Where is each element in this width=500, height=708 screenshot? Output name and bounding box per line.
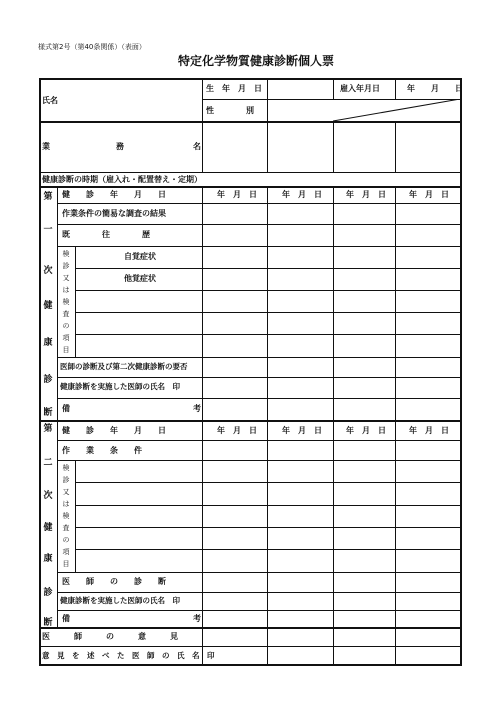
first-items-char: 検 [62, 250, 70, 258]
second-vertical-char: 次 [43, 491, 53, 501]
duty-label-2: 務 [116, 142, 124, 151]
date-cell: 年 月 日 [346, 426, 386, 435]
first-items-char: の [62, 322, 70, 330]
sex-label: 性 別 [206, 106, 254, 115]
second-vertical-char: 診 [43, 588, 53, 598]
second-exam-date-label: 健 診 年 月 日 [62, 426, 166, 435]
diagnosis-necessity-label: 医師の診断及び第二次健康診断の要否 [60, 362, 188, 371]
date-cell: 年 月 日 [217, 190, 257, 199]
second-items-char: 検 [62, 512, 70, 520]
subjective-symptoms-label: 自覚症状 [124, 252, 156, 261]
first-items-char: 項 [62, 334, 70, 342]
opinion-doctor-name-label: 意 見 を 述 べ た 医 師 の 氏 名 印 [42, 651, 215, 660]
doctor-diagnosis-label: 医 師 の 診 断 [62, 577, 166, 586]
first-vertical-char: 健 [43, 301, 53, 311]
first-remarks-label-1: 備 [62, 404, 70, 413]
date-cell: 年 月 日 [409, 190, 449, 199]
first-items-char: 目 [62, 346, 70, 354]
second-items-char: の [62, 536, 70, 544]
second-items-char: 診 [62, 476, 70, 484]
first-vertical-char: 康 [43, 338, 53, 348]
first-doctor-name-label: 健康診断を実施した医師の氏名 印 [60, 382, 180, 391]
duty-label-3: 名 [193, 142, 201, 151]
date-cell: 年 月 日 [346, 190, 386, 199]
second-items-char: 目 [62, 560, 70, 568]
second-items-char: 又 [62, 488, 70, 496]
date-cell: 年 月 日 [409, 426, 449, 435]
second-remarks-label-1: 備 [62, 614, 70, 623]
second-items-char: 査 [62, 524, 70, 532]
second-items-char: 項 [62, 548, 70, 556]
form-title: 特定化学物質健康診断個人票 [178, 54, 335, 68]
second-vertical-char: 断 [43, 618, 53, 628]
first-vertical-char: 第 [43, 192, 53, 202]
date-cell: 年 月 日 [217, 426, 257, 435]
first-exam-date-label: 健 診 年 月 日 [62, 190, 166, 199]
birth-date-label: 生 年 月 日 [206, 84, 262, 93]
first-vertical-char: 断 [43, 408, 53, 418]
first-vertical-char: 診 [43, 375, 53, 385]
second-doctor-name-label: 健康診断を実施した医師の氏名 印 [60, 596, 180, 605]
first-items-char: 又 [62, 274, 70, 282]
first-vertical-char: 一 [43, 225, 53, 235]
medical-history-label: 既 往 歴 [62, 230, 150, 239]
first-remarks-label-2: 考 [193, 404, 201, 413]
first-items-char: は [62, 286, 70, 294]
name-label: 氏名 [42, 96, 58, 105]
work-conditions-label: 作 業 条 件 [62, 446, 142, 455]
first-vertical-char: 次 [43, 266, 53, 276]
second-vertical-char: 第 [43, 424, 53, 434]
second-vertical-char: 二 [43, 458, 53, 468]
second-items-char: は [62, 500, 70, 508]
work-survey-label: 作業条件の簡易な調査の結果 [62, 209, 166, 218]
diagonal-line [333, 99, 461, 122]
second-vertical-char: 健 [43, 523, 53, 533]
hire-date-value: 年 月 日 [407, 84, 463, 93]
duty-label-1: 業 [42, 142, 50, 151]
date-cell: 年 月 日 [282, 426, 322, 435]
first-items-char: 査 [62, 310, 70, 318]
date-cell: 年 月 日 [282, 190, 322, 199]
doctor-opinion-label: 医 師 の 意 見 [42, 632, 178, 641]
second-remarks-label-2: 考 [193, 614, 201, 623]
first-items-char: 診 [62, 262, 70, 270]
exam-timing-label: 健康診断の時期（雇入れ・配置替え・定期） [42, 175, 202, 184]
second-items-char: 検 [62, 464, 70, 472]
first-items-char: 検 [62, 298, 70, 306]
second-vertical-char: 康 [43, 554, 53, 564]
hire-date-label: 雇入年月日 [340, 84, 380, 93]
form-number: 様式第2号（第40条関係）（表面） [38, 43, 146, 51]
objective-symptoms-label: 他覚症状 [124, 274, 156, 283]
